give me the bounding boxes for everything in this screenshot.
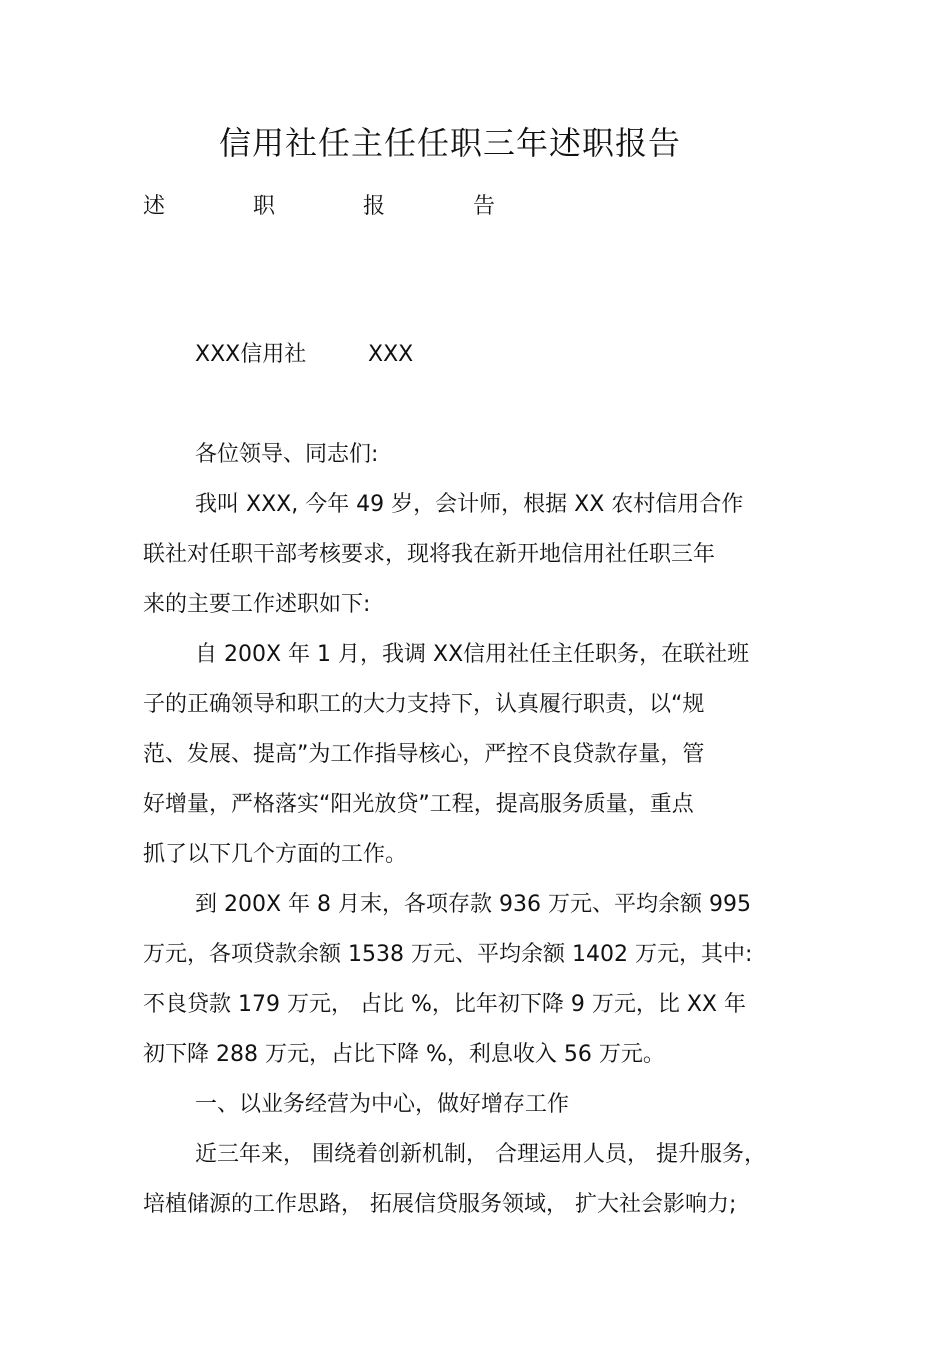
- section-heading: 一、以业务经营为中心，做好增存工作: [195, 1092, 570, 1117]
- heading-char-1: 述: [143, 194, 166, 219]
- paragraph-line: 万元，各项贷款余额 1538 万元、平均余额 1402 万元，其中:: [143, 942, 753, 967]
- paragraph-line: 好增量，严格落实“阳光放贷”工程，提高服务质量，重点: [143, 792, 694, 817]
- heading-char-3: 报: [363, 194, 386, 219]
- paragraph-line: 我叫 XXX, 今年 49 岁，会计师，根据 XX 农村信用合作: [195, 492, 744, 517]
- salutation: 各位领导、同志们:: [195, 442, 379, 467]
- attribution-organization: XXX信用社: [195, 342, 307, 367]
- paragraph-line: 联社对任职干部考核要求，现将我在新开地信用社任职三年: [143, 542, 716, 567]
- heading-char-4: 告: [473, 194, 496, 219]
- attribution-name: XXX: [368, 342, 414, 367]
- paragraph-line: 范、发展、提高”为工作指导核心，严控不良贷款存量，管: [143, 742, 705, 767]
- paragraph-line: 培植储源的工作思路， 拓展信贷服务领域， 扩大社会影响力;: [143, 1192, 737, 1217]
- paragraph-line: 到 200X 年 8 月末，各项存款 936 万元、平均余额 995: [195, 892, 751, 917]
- document-title: 信用社任主任任职三年述职报告: [218, 124, 681, 162]
- paragraph-line: 来的主要工作述职如下:: [143, 592, 371, 617]
- spaced-heading: [143, 190, 503, 224]
- paragraph-line: 初下降 288 万元，占比下降 %，利息收入 56 万元。: [143, 1042, 665, 1067]
- paragraph-line: 抓了以下几个方面的工作。: [143, 842, 408, 867]
- paragraph-line: 子的正确领导和职工的大力支持下，认真履行职责，以“规: [143, 692, 705, 717]
- paragraph-line: 近三年来， 围绕着创新机制， 合理运用人员， 提升服务，: [195, 1142, 766, 1167]
- heading-char-2: 职: [253, 194, 276, 219]
- paragraph-line: 不良贷款 179 万元， 占比 %，比年初下降 9 万元，比 XX 年: [143, 992, 746, 1017]
- paragraph-line: 自 200X 年 1 月，我调 XX信用社任主任职务，在联社班: [195, 642, 750, 667]
